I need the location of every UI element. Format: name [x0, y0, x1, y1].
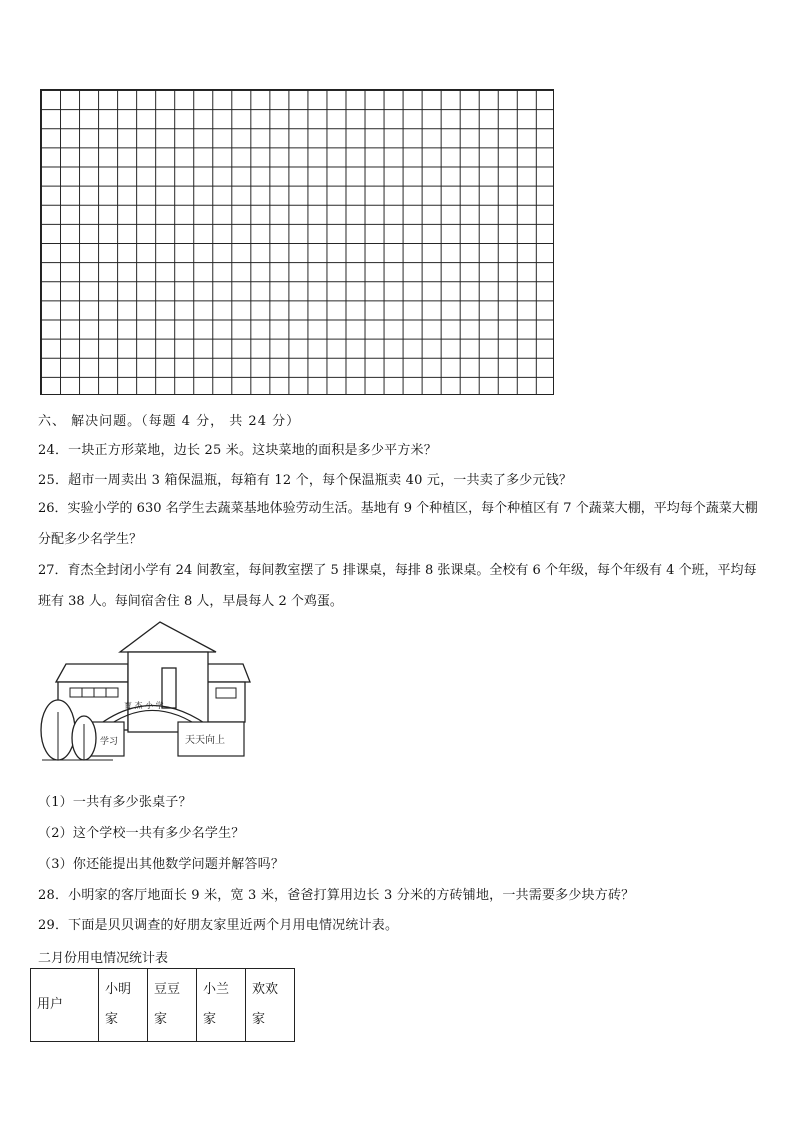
table-caption: 二月份用电情况统计表: [38, 951, 169, 966]
electricity-table: [30, 968, 295, 1042]
question-28: 28．小明家的客厅地面长 9 米，宽 3 米，爸爸打算用边长 3 分米的方砖铺地，一共需要多少块方砖？: [38, 888, 635, 903]
question-27-sub-1: （1）一共有多少张桌子？: [38, 795, 192, 810]
table-cell: 欢欢家: [246, 969, 295, 1042]
question-27-sub-2: （2）这个学校一共有多少名学生？: [38, 826, 245, 841]
main-roof: [120, 622, 216, 652]
question-24: 24．一块正方形菜地，边长 25 米。这块菜地的面积是多少平方米？: [38, 443, 437, 458]
question-25: 25．超市一周卖出 3 箱保温瓶，每箱有 12 个，每个保温瓶卖 40 元，一共卖了多少元钱？: [38, 473, 573, 488]
gate-sign: 育 杰 小 学: [124, 701, 164, 710]
table-cell: 小明家: [99, 969, 148, 1042]
answer-grid: [40, 89, 554, 395]
door: [162, 668, 176, 708]
right-window: [216, 688, 236, 698]
school-illustration: [38, 620, 253, 765]
table-header-cell: 用户: [31, 969, 99, 1042]
question-26: 26．实验小学的 630 名学生去蔬菜基地体验劳动生活。基地有 9 个种植区，每个种植区有 7 个蔬菜大棚，平均每个蔬菜大棚分配多少名学生？: [38, 501, 758, 547]
table-row: [31, 969, 295, 1042]
section-heading: 六、 解决问题。（每题 4 分， 共 24 分）: [38, 414, 301, 429]
question-27-sub-3: （3）你还能提出其他数学问题并解答吗？: [38, 857, 285, 872]
left-banner-text: 学习: [100, 737, 119, 747]
left-wing-roof: [56, 664, 128, 682]
table-cell: 小兰家: [197, 969, 246, 1042]
table-cell: 豆豆家: [148, 969, 197, 1042]
question-29: 29．下面是贝贝调查的好朋友家里近两个月用电情况统计表。: [38, 918, 399, 933]
right-wing-roof: [203, 664, 250, 682]
question-27: 27．育杰全封闭小学有 24 间教室，每间教室摆了 5 排课桌，每排 8 张课桌。全校有 6 个年级，每个年级有 4 个班，平均每班有 38 人。每间宿舍住 8 人，早晨每人 2 个鸡蛋。: [38, 563, 757, 609]
right-banner-text: 天天向上: [185, 735, 225, 746]
